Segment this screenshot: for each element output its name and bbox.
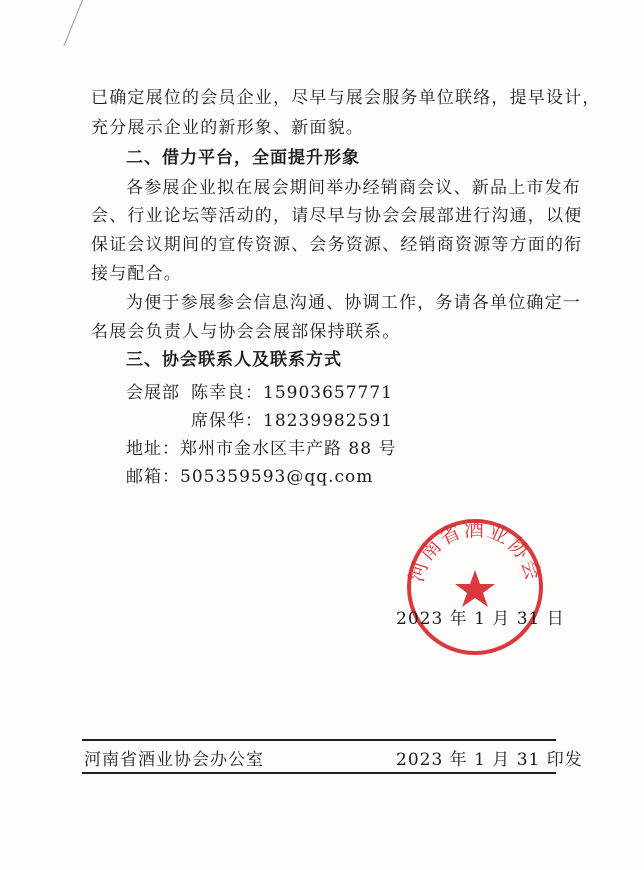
contact-person-2: 席保华：18239982591 — [191, 411, 393, 431]
paragraph2-line3: 保证会议期间的宣传资源、会务资源、经销商资源等方面的衔 — [91, 235, 583, 255]
department-label: 会展部 — [126, 383, 180, 403]
footer-rule-top — [82, 739, 556, 741]
paragraph2-line4: 接与配合。 — [91, 264, 182, 284]
paragraph3-line1: 为便于参展参会信息沟通、协调工作，务请各单位确定一 — [126, 293, 581, 313]
association-seal — [400, 512, 550, 662]
footer-issue-date: 2023 年 1 月 31 印发 — [396, 750, 583, 770]
paragraph2-line2: 会、行业论坛等活动的，请尽早与协会会展部进行沟通，以便 — [91, 206, 583, 226]
footer-issuer: 河南省酒业协会办公室 — [84, 750, 264, 770]
section3-heading: 三、协会联系人及联系方式 — [126, 350, 342, 370]
fold-crease — [64, 0, 87, 46]
footer-rule-bottom — [82, 772, 556, 774]
seal-star-icon — [455, 570, 495, 607]
contact-email: 邮箱：505359593@qq.com — [126, 467, 374, 487]
paragraph3-line2: 名展会负责人与协会会展部保持联系。 — [91, 322, 401, 342]
contact-address: 地址：郑州市金水区丰产路 88 号 — [126, 439, 397, 459]
signature-date: 2023 年 1 月 31 日 — [396, 609, 565, 629]
contact-person-1: 陈幸良：15903657771 — [191, 383, 393, 403]
seal-text: 河南省酒业协会 — [403, 516, 547, 585]
paragraph1-line2: 充分展示企业的新形象、新面貌。 — [91, 118, 364, 138]
section2-heading: 二、借力平台，全面提升形象 — [126, 148, 360, 168]
paragraph1-line1: 已确定展位的会员企业，尽早与展会服务单位联络，提早设计， — [91, 88, 601, 108]
paragraph2-line1: 各参展企业拟在展会期间举办经销商会议、新品上市发布 — [126, 178, 581, 198]
